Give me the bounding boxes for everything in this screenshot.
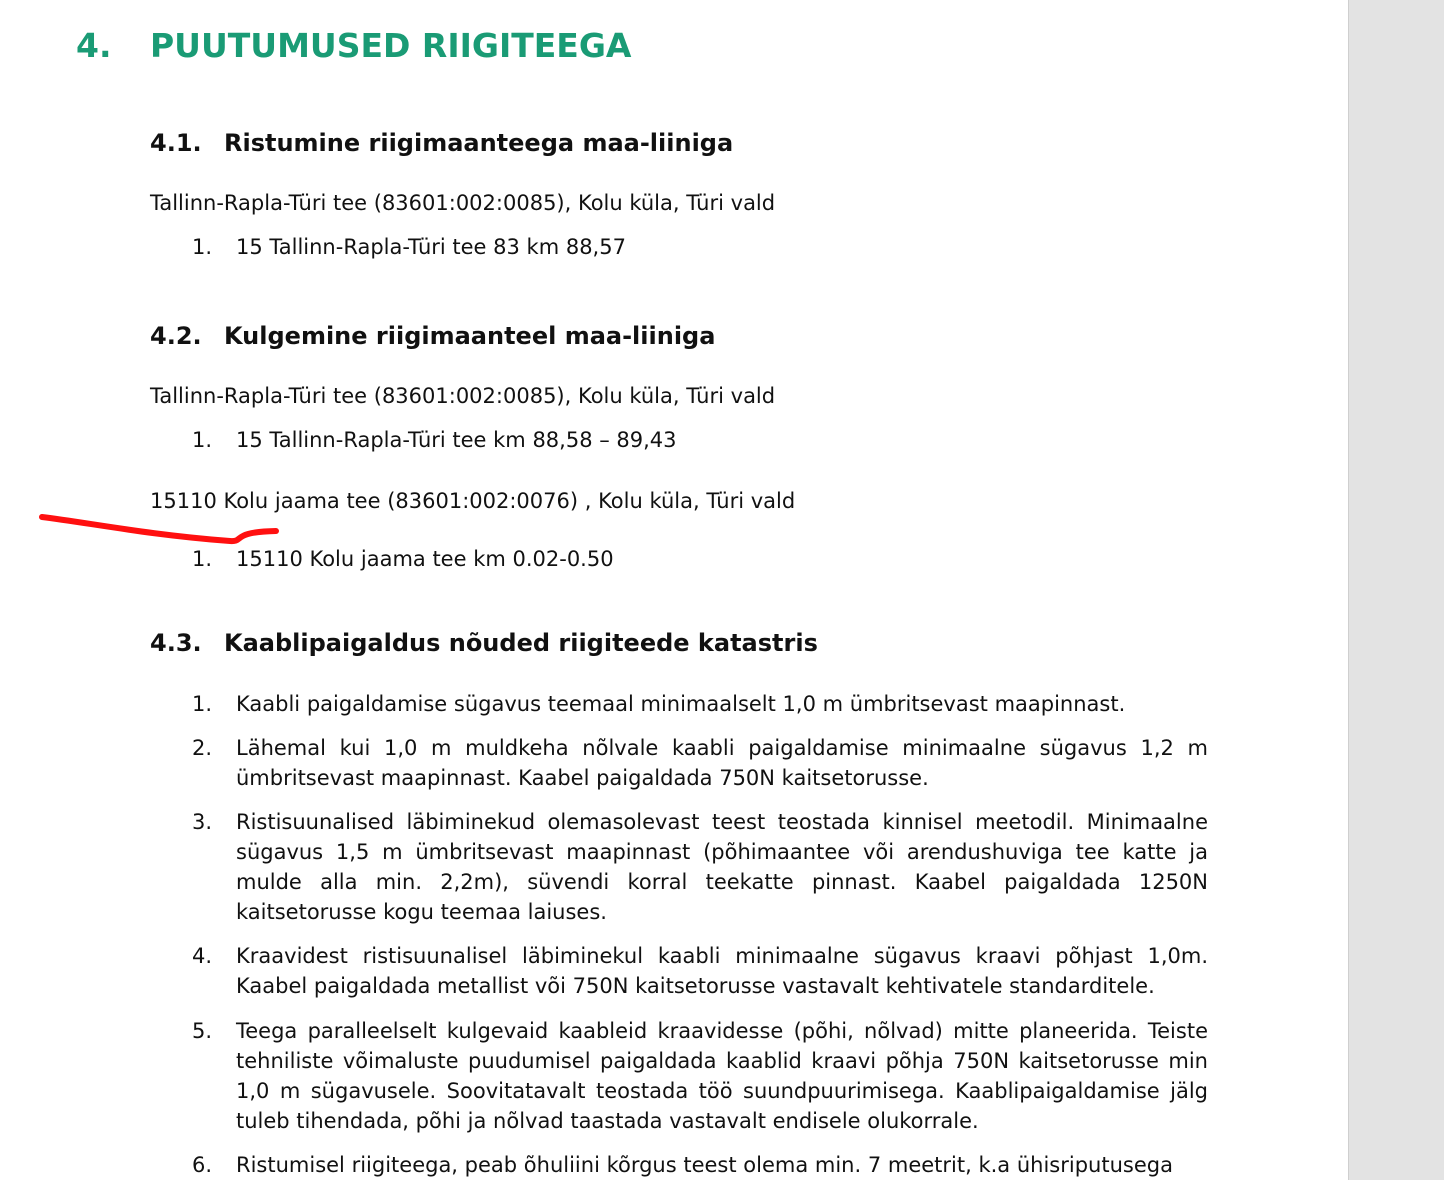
subsection-title: Kulgemine riigimaanteel maa-liiniga [224,322,716,350]
road-description: Tallinn-Rapla-Türi tee (83601:002:0085), Kolu küla, Türi vald [150,384,776,408]
list-item [192,425,1208,455]
list-number: 5. [192,1019,213,1043]
road-description-kolu: 15110 Kolu jaama tee (83601:002:0076) , Kolu küla, Türi vald [150,489,796,513]
subsection-title: Kaablipaigaldus nõuded riigiteede katastris [224,629,818,657]
subsection-number: 4.1. [150,129,202,157]
list-number: 1. [192,692,213,716]
list-number: 1. [192,428,213,452]
subsection-heading-4-2 [150,322,715,350]
list-text: 15110 Kolu jaama tee km 0.02-0.50 [236,547,614,571]
list-item [192,1150,1208,1180]
list-text: Ristisuunalised läbiminekud olemasolevast teest teostada kinnisel meetodil. Minimaalne sügavus 1,5 m ümbritsevast maapinnast (põhimaantee või arendushuviga tee katte ja mulde alla min. 2,2m), süvendi korral teekatte pinnast. Kaabel paigaldada 1250N kaitsetorusse kogu teemaa laiuses. [236,810,1208,924]
list-text: 15 Tallinn-Rapla-Türi tee km 88,58 – 89,43 [236,428,677,452]
list-item [192,544,1208,574]
list-item [192,733,1208,793]
list-item [192,232,1208,262]
list-item [192,1016,1208,1136]
subsection-heading-4-1 [150,129,733,157]
subsection-number: 4.3. [150,629,202,657]
list-number: 1. [192,235,213,259]
viewer-background [1349,0,1444,1180]
list-number: 3. [192,810,213,834]
list-item [192,689,1208,719]
section-title: PUUTUMUSED RIIGITEEGA [150,26,632,65]
road-description: Tallinn-Rapla-Türi tee (83601:002:0085), Kolu küla, Türi vald [150,191,776,215]
list-text: Lähemal kui 1,0 m muldkeha nõlvale kaabli paigaldamise minimaalne sügavus 1,2 m ümbritsevast maapinnast. Kaabel paigaldada 750N kaitsetorusse. [236,736,1208,790]
list-number: 1. [192,547,213,571]
list-text: Ristumisel riigiteega, peab õhuliini kõrgus teest olema min. 7 meetrit, k.a ühisriputusega [236,1153,1173,1177]
list-text: 15 Tallinn-Rapla-Türi tee 83 km 88,57 [236,235,626,259]
list-number: 4. [192,944,213,968]
section-number: 4. [76,26,112,65]
list-text: Kaabli paigaldamise sügavus teemaal minimaalselt 1,0 m ümbritsevast maapinnast. [236,692,1126,716]
subsection-number: 4.2. [150,322,202,350]
list-number: 2. [192,736,213,760]
section-heading [76,26,631,65]
list-text: Teega paralleelselt kulgevaid kaableid kraavidesse (põhi, nõlvad) mitte planeerida. Teiste tehniliste võimaluste puudumisel paigaldada kaablid kraavi põhja 750N kaitsetorusse min 1,0 m sügavusele. Soovitatavalt teostada töö suundpuurimisega. Kaablipaigaldamise jälg tuleb tihendada, põhi ja nõlvad taastada vastavalt endisele olukorrale. [236,1019,1208,1133]
subsection-heading-4-3 [150,629,818,657]
list-text: Kraavidest ristisuunalisel läbiminekul kaabli minimaalne sügavus kraavi põhjast 1,0m. Kaabel paigaldada metallist või 750N kaitsetorusse vastavalt kehtivatele standarditele. [236,944,1208,998]
list-item [192,807,1208,927]
list-number: 6. [192,1153,213,1177]
subsection-title: Ristumine riigimaanteega maa-liiniga [224,129,734,157]
list-item [192,941,1208,1001]
